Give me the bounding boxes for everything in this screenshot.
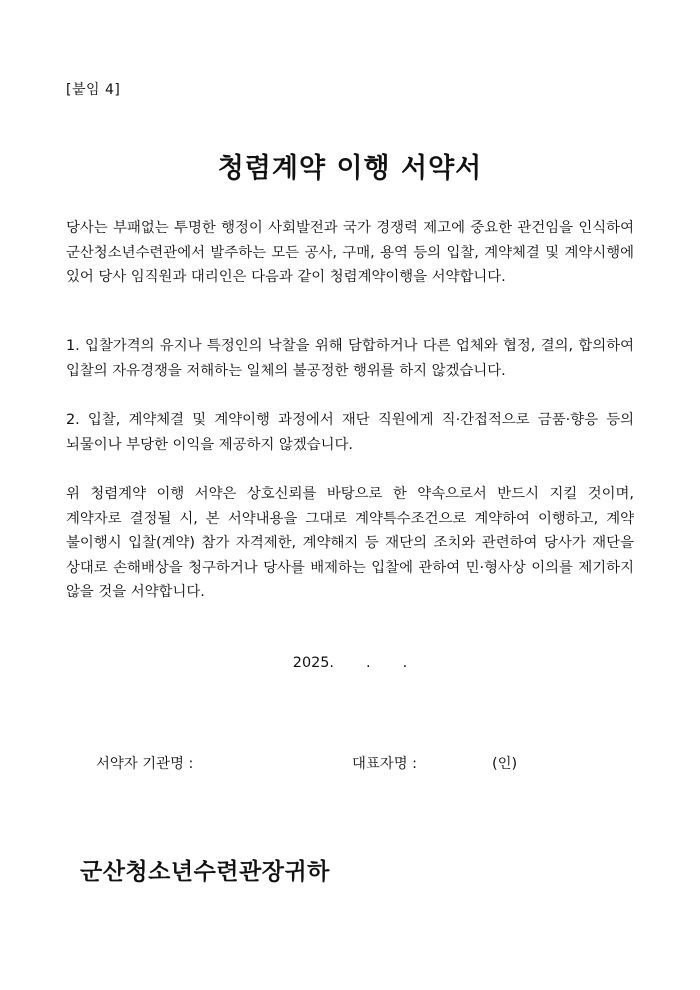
pledge-item-2: 2. 입찰, 계약체결 및 계약이행 과정에서 재단 직원에게 직·간접적으로 금품·향응 등의 뇌물이나 부당한 이익을 제공하지 않겠습니다. — [66, 412, 634, 453]
addressee: 군산청소년수련관장귀하 — [80, 859, 330, 885]
signature-seal: (인) — [492, 756, 518, 772]
document-title: 청렴계약 이행 서약서 — [217, 153, 483, 184]
signature-org-label: 서약자 기관명 : — [96, 756, 194, 772]
intro-paragraph: 당사는 부패없는 투명한 행정이 사회발전과 국가 경쟁력 제고에 중요한 관건임을 인식하여 군산청소년수련관에서 발주하는 모든 공사, 구매, 용역 등의 입찰, 계약체결 및 계약시행에 있어 당사 임직원과 대리인은 다음과 같이 청렴계약이행을 서약합니다. — [66, 220, 634, 285]
signature-rep-label: 대표자명 : — [352, 756, 418, 772]
pledge-item-1: 1. 입찰가격의 유지나 특정인의 낙찰을 위해 담합하거나 다른 업체와 협정, 결의, 합의하여 입찰의 자유경쟁을 저해하는 일체의 불공정한 행위를 하지 않겠습니다. — [66, 338, 634, 379]
closing-paragraph: 위 청렴계약 이행 서약은 상호신뢰를 바탕으로 한 약속으로서 반드시 지킬 것이며, 계약자로 결정될 시, 본 서약내용을 그대로 계약특수조건으로 계약하여 이행하고, 계약 불이행시 입찰(계약) 참가 자격제한, 계약해지 등 재단의 조치와 관련하여 당사가 재단을 상대로 손해배상을 청구하거나 당사를 배제하는 입찰에 관하여 민·형사상 이의를 제기하지 않을 것을 서약합니다. — [66, 486, 634, 600]
date-line: 2025. . . — [292, 655, 408, 671]
attachment-label: [붙임 4] — [66, 82, 121, 98]
